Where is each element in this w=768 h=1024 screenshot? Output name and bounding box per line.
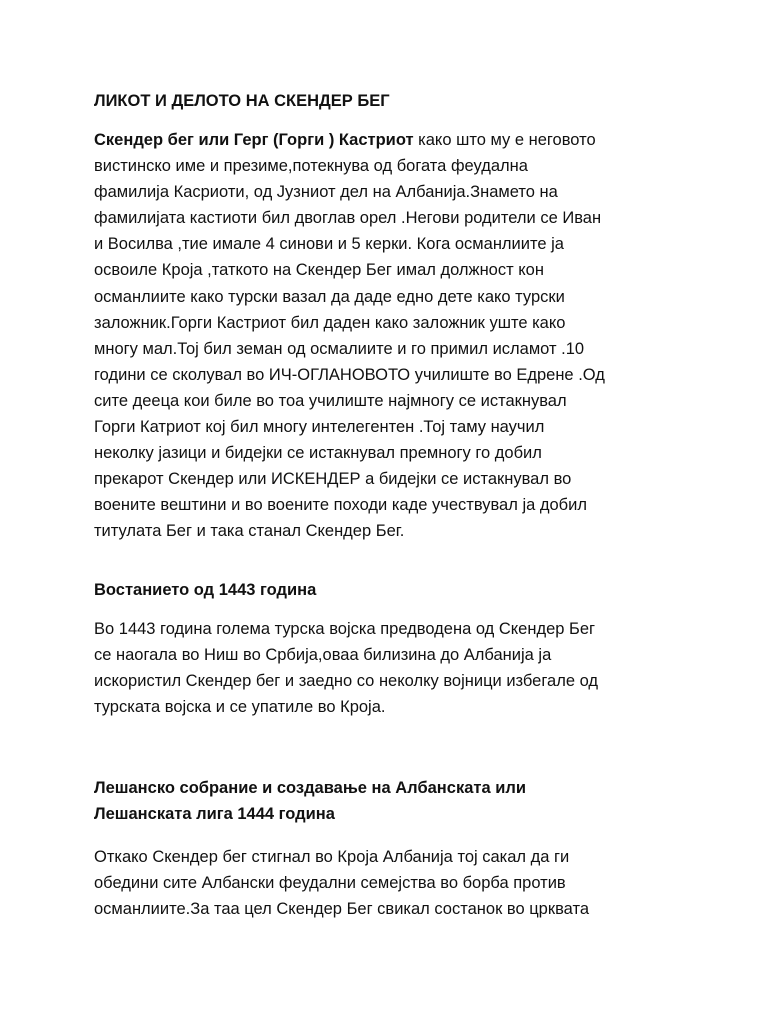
intro-line: и Восилва ,тие имале 4 синови и 5 керки. Кога османлиите ја bbox=[94, 235, 564, 254]
intro-line: Горги Катриот кој бил многу интелегентен .Тој таму научил bbox=[94, 418, 545, 437]
section-heading-uprising: Востанието од 1443 година bbox=[94, 581, 317, 599]
intro-line: османлиите како турски вазал да даде едно дете како турски bbox=[94, 287, 565, 306]
intro-line: освоиле Кроја ,таткото на Скендер Бег имал должност кон bbox=[94, 261, 544, 280]
intro-bold-lead: Скендер бег или Герг (Горги ) Кастриот bbox=[94, 131, 414, 149]
intro-line: заложник.Горги Кастриот бил даден како заложник уште како bbox=[94, 313, 566, 332]
document-title: ЛИКОТ И ДЕЛОТО НА СКЕНДЕР БЕГ bbox=[94, 92, 390, 110]
intro-line-1-rest: како што му е неговото bbox=[413, 131, 596, 149]
lezhe-paragraph bbox=[94, 844, 694, 922]
uprising-line: искористил Скендер бег и заедно со неколку војници избегале од bbox=[94, 672, 599, 691]
intro-line: неколку јазици и бидејки се истакнувал премногу го добил bbox=[94, 444, 542, 463]
lezhe-line: Откако Скендер бег стигнал во Кроја Албанија тој сакал да ги bbox=[94, 848, 570, 866]
intro-line: многу мал.Тој бил земан од осмалиите и го примил исламот .10 bbox=[94, 339, 585, 358]
uprising-line: се наогала во Ниш во Србија,оваа билизина до Албанија ја bbox=[94, 646, 552, 665]
intro-line: воените вештини и во воените походи каде учествувал ја добил bbox=[94, 496, 587, 515]
lezhe-heading-line-1: Лешанско собрание и создавање на Албанската или bbox=[94, 779, 526, 797]
intro-line-1 bbox=[94, 127, 694, 153]
intro-line: вистинско име и презиме,потекнува од богата феудална bbox=[94, 157, 528, 176]
intro-line: сите дееца кои биле во тоа училиште најмногу се истакнувал bbox=[94, 391, 567, 410]
lezhe-line: обедини сите Албански феудални семејства во борба против bbox=[94, 874, 566, 893]
uprising-paragraph bbox=[94, 616, 694, 720]
intro-line: титулата Бег и така станал Скендер Бег. bbox=[94, 522, 405, 541]
intro-line: години се сколувал во ИЧ-ОГЛАНОВОТО училиште во Едрене .Од bbox=[94, 365, 605, 384]
section-heading-lezhe-league bbox=[94, 775, 526, 827]
uprising-line: Во 1443 година голема турска војска предводена од Скендер Бег bbox=[94, 620, 596, 638]
intro-line: прекарот Скендер или ИСКЕНДЕР а бидејки се истакнувал во bbox=[94, 470, 572, 489]
intro-line: фамилијата кастиоти бил двоглав орел .Негови родители се Иван bbox=[94, 209, 602, 228]
uprising-line: турската војска и се упатиле во Кроја. bbox=[94, 698, 386, 717]
lezhe-heading-line-2: Лешанската лига 1444 година bbox=[94, 805, 335, 824]
intro-line: фамилија Касриоти, од Јузниот дел на Албанија.Знамето на bbox=[94, 183, 558, 202]
intro-paragraph bbox=[94, 127, 694, 545]
lezhe-line: османлиите.За таа цел Скендер Бег свикал состанок во црквата bbox=[94, 900, 590, 919]
